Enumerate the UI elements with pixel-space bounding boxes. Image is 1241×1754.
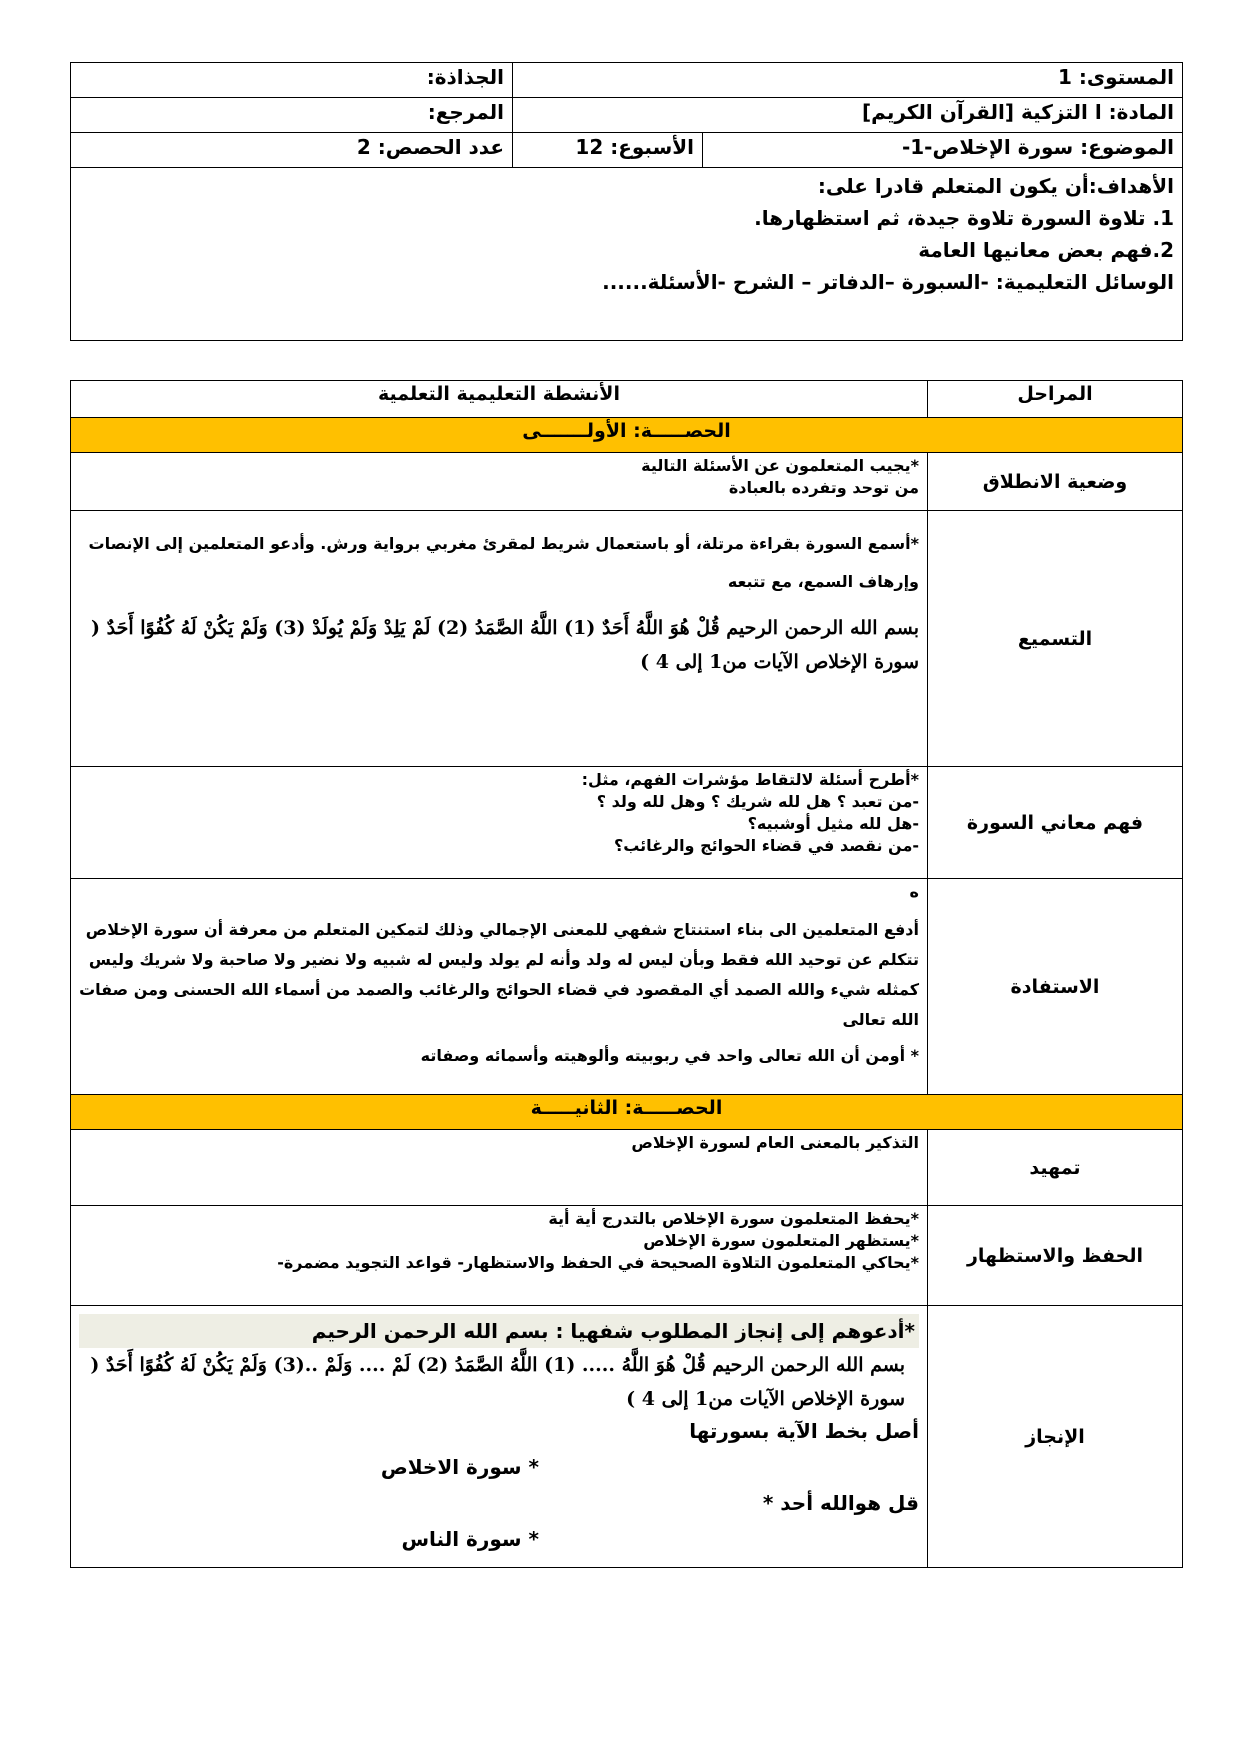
match-option-2: * سورة الناس <box>401 1527 539 1551</box>
activity-line: *أطرح أسئلة لالتقاط مؤشرات الفهم، مثل: <box>581 770 919 789</box>
week-cell <box>513 133 703 168</box>
activity-line: أصل بخط الآية بسورتها <box>689 1419 919 1443</box>
activity-line: -هل لله مثيل أوشبيه؟ <box>747 814 919 833</box>
col-activities-header: الأنشطة التعليمية التعلمية <box>71 381 928 418</box>
activity-line: أدفع المتعلمين الى بناء استنتاج شفهي للمعنى الإجمالي وذلك لتمكين المتعلم من معرفة أن سورة الإخلاص تتكلم عن توحيد الله فقط وبأن ليس له ولد وأنه لم يولد وليس له شبيه ولا نضير ولا صاحبة ولا شريك وليس كمثله شيء والله الصمد أي المقصود في قضاء الحوائج والرغائب والصمد من أسماء الله الحسنى ومن صفات الله تعالى <box>79 920 919 1029</box>
topic-cell <box>703 133 1183 168</box>
goals-cell <box>71 168 1183 341</box>
activity-memorization <box>71 1206 928 1306</box>
header-table <box>70 62 1183 341</box>
reference-cell <box>71 98 513 133</box>
activity-line: *يحاكي المتعلمون التلاوة الصحيحة في الحفظ والاستظهار- قواعد التجويد مضمرة- <box>277 1253 919 1272</box>
activity-listening <box>71 511 928 767</box>
teaching-means: الوسائل التعليمية: -السبورة –الدفاتر – الشرح -الأسئلة...... <box>602 270 1175 294</box>
activity-achievement <box>71 1306 928 1568</box>
match-verse: قل هوالله أحد * <box>762 1491 919 1515</box>
col-stages-header: المراحل <box>928 381 1183 418</box>
match-option-1: * سورة الاخلاص <box>380 1455 539 1479</box>
reference-label: المرجع: <box>427 100 504 124</box>
session-2-band: الحصـــــة: الثانيـــــة <box>71 1095 1183 1130</box>
week-label: الأسبوع: 12 <box>575 135 695 159</box>
stage-listening: التسميع <box>928 511 1183 767</box>
activity-line: *يستظهر المتعلمون سورة الإخلاص <box>643 1231 919 1250</box>
activity-line: * أومن أن الله تعالى واحد في ربوبيته وألوهيته وأسمائه وصفاته <box>420 1046 919 1065</box>
activity-line: *يجيب المتعلمون عن الأسئلة التالية <box>641 456 919 475</box>
stage-intro: تمهيد <box>928 1130 1183 1206</box>
stage-memorization: الحفظ والاستظهار <box>928 1206 1183 1306</box>
goal-1: 1. تلاوة السورة تلاوة جيدة، ثم استظهارها. <box>754 206 1175 230</box>
level-label: المستوى: 1 <box>1057 65 1175 89</box>
quran-exercise: بسم الله الرحمن الرحيم قُلْ هُوَ اللَّهُ ..... (1) اللَّهُ الصَّمَدُ (2) لَمْ .... وَلَمْ ..(3) وَلَمْ يَكُنْ لَهُ كُفُوًا أَحَدٌ ( سورة الإخلاص الآيات من1 إلى 4 ) <box>90 1354 905 1410</box>
activity-start <box>71 453 928 511</box>
sheet-cell <box>71 63 513 98</box>
level-cell <box>513 63 1183 98</box>
quran-text: بسم الله الرحمن الرحيم قُلْ هُوَ اللَّهُ أَحَدٌ (1) اللَّهُ الصَّمَدُ (2) لَمْ يَلِدْ وَلَمْ يُولَدْ (3) وَلَمْ يَكُنْ لَهُ كُفُوًا أَحَدٌ ( سورة الإخلاص الآيات من1 إلى 4 ) <box>91 617 919 673</box>
stage-comprehension: فهم معاني السورة <box>928 767 1183 879</box>
activity-comprehension <box>71 767 928 879</box>
activities-table <box>70 380 1183 1568</box>
activity-line: *يحفظ المتعلمون سورة الإخلاص بالتدرج أية أية <box>548 1209 919 1228</box>
subject-label: المادة: ا التزكية [القرآن الكريم] <box>862 100 1175 124</box>
session-1-band: الحصـــــة: الأولـــــــى <box>71 418 1183 453</box>
sessions-label: عدد الحصص: 2 <box>356 135 504 159</box>
stage-start: وضعية الانطلاق <box>928 453 1183 511</box>
activity-line: ه <box>909 882 919 901</box>
stage-benefit: الاستفادة <box>928 879 1183 1095</box>
stage-achievement: الإنجاز <box>928 1306 1183 1568</box>
activity-line: -من نقصد في قضاء الحوائج والرغائب؟ <box>613 836 919 855</box>
activity-benefit <box>71 879 928 1095</box>
activity-line: *أدعوهم إلى إنجاز المطلوب شفهيا : بسم الله الرحمن الرحيم <box>79 1314 919 1348</box>
sessions-cell <box>71 133 513 168</box>
activity-line: من توحد وتفرده بالعبادة <box>728 478 919 497</box>
activity-line: -من تعبد ؟ هل لله شريك ؟ وهل لله ولد ؟ <box>596 792 919 811</box>
goal-2: 2.فهم بعض معانيها العامة <box>918 238 1175 262</box>
subject-cell <box>513 98 1183 133</box>
activity-line: *أسمع السورة بقراءة مرتلة، أو باستعمال شريط لمقرئ مغربي برواية ورش. وأدعو المتعلمين إلى الإنصات وإرهاف السمع، مع تتبعه <box>88 534 919 591</box>
sheet-label: الجذاذة: <box>426 65 504 89</box>
activity-line: التذكير بالمعنى العام لسورة الإخلاص <box>631 1133 919 1152</box>
topic-label: الموضوع: سورة الإخلاص-1- <box>901 135 1175 159</box>
goals-title: الأهداف:أن يكون المتعلم قادرا على: <box>817 174 1175 198</box>
activity-intro <box>71 1130 928 1206</box>
